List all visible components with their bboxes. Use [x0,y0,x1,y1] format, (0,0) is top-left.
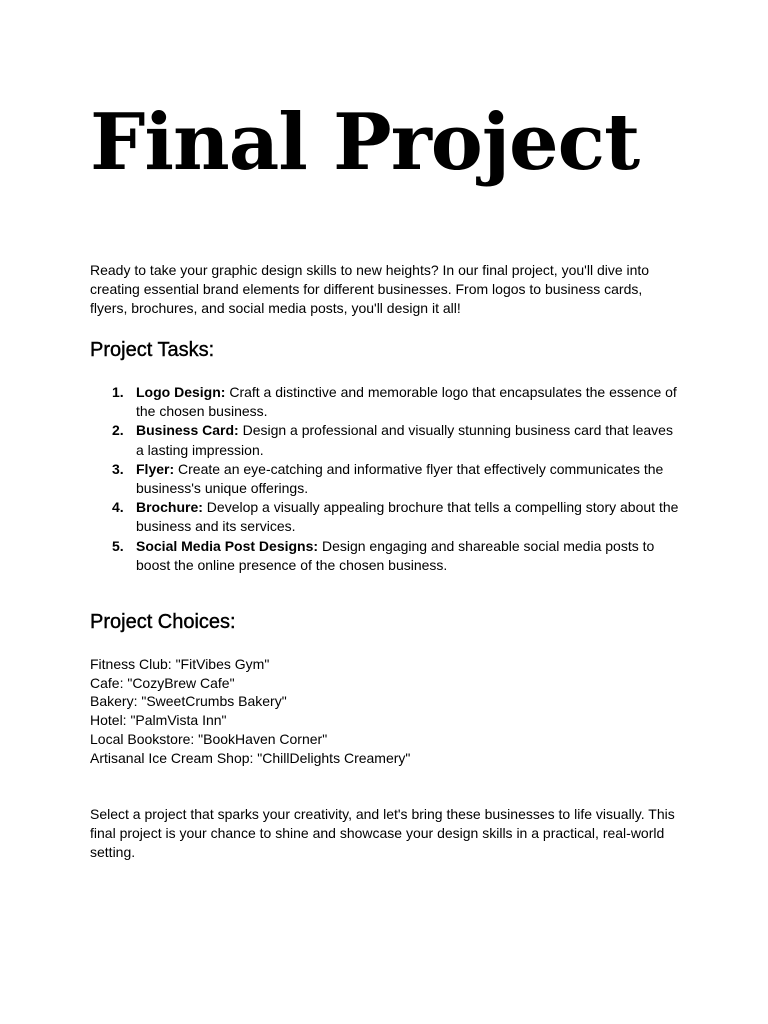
task-description: Develop a visually appealing brochure that tells a compelling story about the business and its services. [136,499,679,535]
task-number: 2. [112,422,124,439]
choices-list [90,655,410,767]
task-name: Social Media Post Designs: [136,537,319,554]
task-name: Brochure: [136,499,203,516]
task-item-flyer [90,460,682,498]
task-description: Design engaging and shareable social media posts to boost the online presence of the chosen business. [136,537,655,573]
intro-paragraph: Ready to take your graphic design skills to new heights? In our final project, you'll dive into creating essential brand elements for different businesses. From logos to business cards, flyers, brochures, and social media posts, you'll design it all! [90,262,650,317]
choice-item: Bakery: "SweetCrumbs Bakery" [90,693,287,710]
task-number: 1. [112,384,124,400]
choices-heading: Project Choices: [90,611,236,633]
task-name: Flyer: [136,460,175,477]
task-item-business-card [90,421,682,459]
task-number: 3. [112,460,124,477]
tasks-heading: Project Tasks: [90,339,215,361]
choice-item: Artisanal Ice Cream Shop: "ChillDelights Creamery" [90,749,411,766]
task-name: Business Card: [136,422,239,439]
choice-item: Hotel: "PalmVista Inn" [90,712,227,729]
choice-item: Cafe: "CozyBrew Cafe" [90,674,235,691]
task-number: 5. [112,537,124,554]
task-name: Logo Design: [136,384,226,400]
task-item-brochure [90,498,682,536]
task-item-social-media-posts [90,537,682,575]
task-number: 4. [112,499,124,516]
tasks-list [90,383,682,575]
choice-item: Local Bookstore: "BookHaven Corner" [90,730,328,747]
task-description: Craft a distinctive and memorable logo that encapsulates the essence of the chosen business. [136,384,677,420]
page-title: Final Project [90,97,640,188]
task-description: Design a professional and visually stunning business card that leaves a lasting impression. [136,422,673,458]
task-description: Create an eye-catching and informative flyer that effectively communicates the business's unique offerings. [136,460,664,497]
closing-paragraph: Select a project that sparks your creativity, and let's bring these businesses to life visually. This final project is your chance to shine and showcase your design skills in a practical, real-world setting. [90,806,675,861]
task-item-logo-design [90,383,682,421]
choice-item: Fitness Club: "FitVibes Gym" [90,656,270,672]
